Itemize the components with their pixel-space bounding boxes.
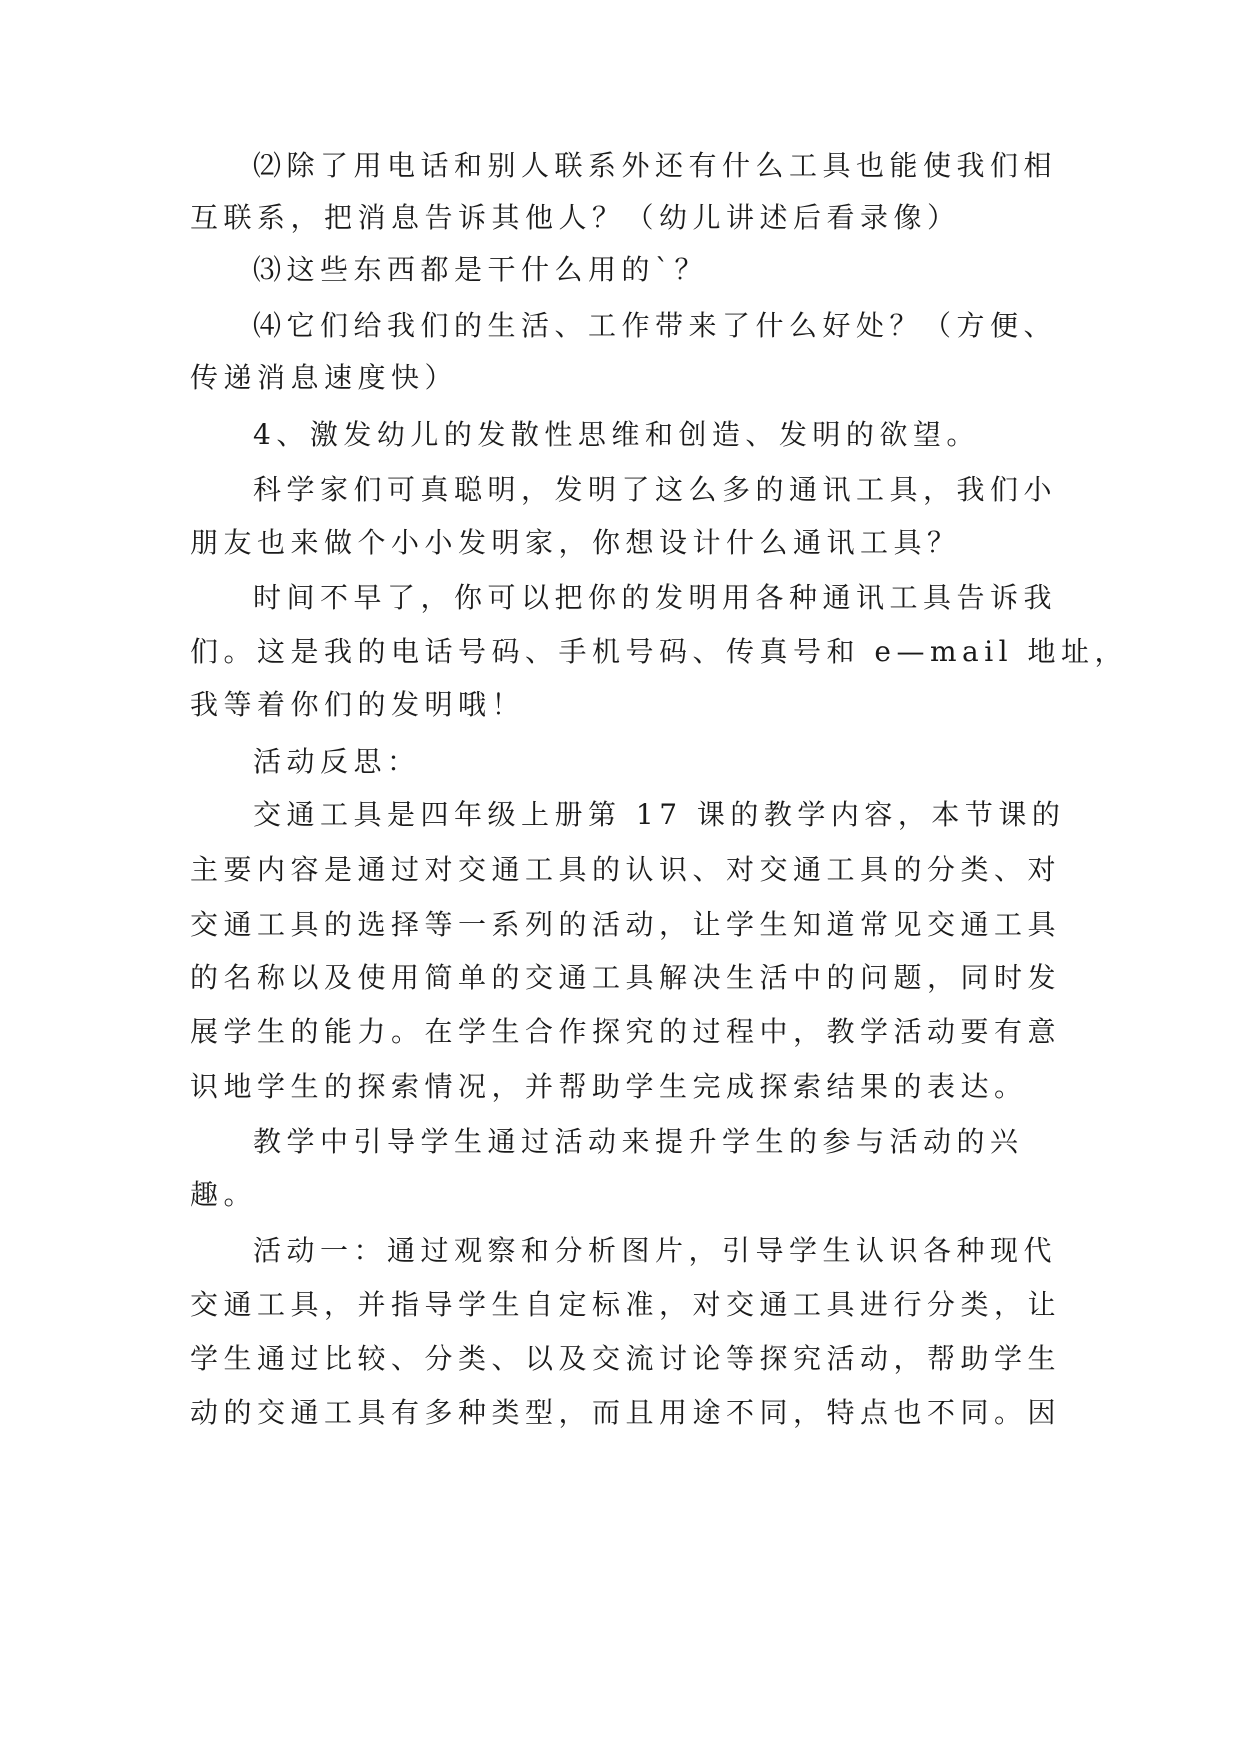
text-line: 主要内容是通过对交通工具的认识、对交通工具的分类、对 [190, 853, 1062, 886]
text-line: 识地学生的探索情况，并帮助学生完成探索结果的表达。 [190, 1070, 1028, 1103]
text-line: 们。这是我的电话号码、手机号码、传真号和 e—mail 地址， [190, 635, 1129, 668]
text-line: 教学中引导学生通过活动来提升学生的参与活动的兴 [253, 1125, 1024, 1158]
text-line: 的名称以及使用简单的交通工具解决生活中的问题，同时发 [190, 961, 1062, 994]
text-line: 朋友也来做个小小发明家，你想设计什么通讯工具？ [190, 526, 961, 559]
text-line: 时间不早了，你可以把你的发明用各种通讯工具告诉我 [253, 581, 1058, 614]
text-line: 科学家们可真聪明，发明了这么多的通讯工具，我们小 [253, 473, 1058, 506]
section-heading: 活动反思： [253, 745, 421, 778]
text-line: 交通工具是四年级上册第 17 课的教学内容，本节课的 [253, 798, 1066, 831]
text-line: 学生通过比较、分类、以及交流讨论等探究活动，帮助学生 [190, 1342, 1062, 1375]
text-line: 互联系，把消息告诉其他人？（幼儿讲述后看录像） [190, 201, 961, 234]
text-line: 趣。 [190, 1178, 258, 1211]
text-line: ⑷它们给我们的生活、工作带来了什么好处？（方便、 [253, 309, 1058, 342]
text-line: 交通工具，并指导学生自定标准，对交通工具进行分类，让 [190, 1288, 1062, 1321]
text-line: 交通工具的选择等一系列的活动，让学生知道常见交通工具 [190, 908, 1062, 941]
text-line: 传递消息速度快） [190, 361, 459, 394]
text-line: ⑶这些东西都是干什么用的`？ [253, 253, 709, 286]
text-line: 4、激发幼儿的发散性思维和创造、发明的欲望。 [253, 418, 980, 451]
text-line: 展学生的能力。在学生合作探究的过程中，教学活动要有意 [190, 1015, 1062, 1048]
text-line: 我等着你们的发明哦！ [190, 688, 526, 721]
text-line: ⑵除了用电话和别人联系外还有什么工具也能使我们相 [253, 149, 1058, 182]
text-line: 活动一：通过观察和分析图片，引导学生认识各种现代 [253, 1234, 1058, 1267]
text-line: 动的交通工具有多种类型，而且用途不同，特点也不同。因 [190, 1396, 1062, 1429]
